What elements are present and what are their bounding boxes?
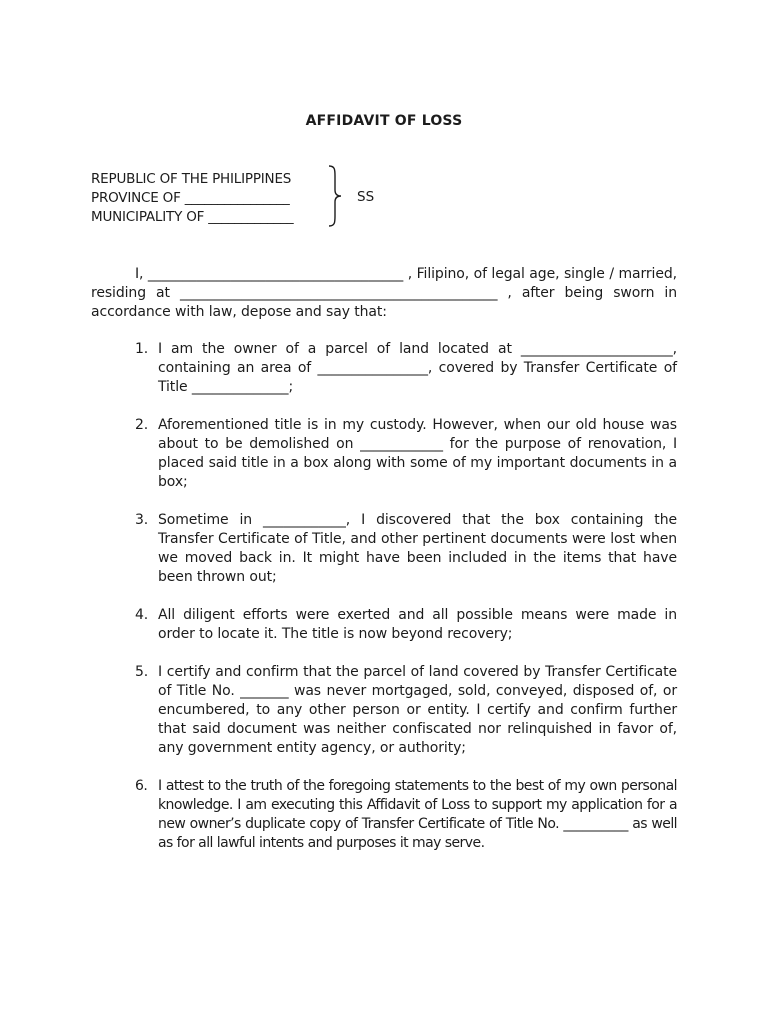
venue-republic: REPUBLIC OF THE PHILIPPINES: [91, 171, 292, 187]
statement-number: 3.: [135, 512, 149, 528]
venue-ss: SS: [357, 189, 375, 205]
document-title: AFFIDAVIT OF LOSS: [305, 113, 463, 129]
statement-item: [91, 416, 677, 492]
statement-number: 6.: [135, 778, 148, 794]
curly-brace-icon: [327, 164, 343, 228]
statement-item: [91, 777, 677, 853]
statement-number: 4.: [135, 607, 149, 623]
statement-item: [91, 511, 677, 587]
venue-province: PROVINCE OF ________________: [91, 190, 290, 206]
intro-paragraph: [91, 265, 677, 321]
statement-text: Aforementioned title is in my custody. However, when our old house was about to be demolished on ____________ for the purpose of renovation, I placed said title in a box along with some of my important documents in a box;: [158, 417, 677, 490]
statement-number: 5.: [135, 664, 149, 680]
statement-text: I attest to the truth of the foregoing statements to the best of my own personal knowledge. I am executing this Affidavit of Loss to support my application for a new owner’s duplicate copy of Transfer Certificate of Title No. __________ as well as for all lawful intents and purposes it may serve.: [158, 778, 677, 851]
statement-text: Sometime in ____________, I discovered that the box containing the Transfer Certificate of Title, and other pertinent documents were lost when we moved back in. It might have been included in the items that have been thrown out;: [158, 512, 677, 585]
venue-municipality: MUNICIPALITY OF _____________: [91, 209, 294, 225]
intro-text: I, _____________________________________ , Filipino, of legal age, single / married, residing at ______________________________________________ , after being sworn in accordance with law, depose and say that:: [91, 266, 677, 320]
statement-item: [91, 340, 677, 397]
statement-item: [91, 606, 677, 644]
statement-text: I am the owner of a parcel of land located at ______________________, containing an area of ________________, covered by Transfer Certificate of Title ______________;: [158, 341, 677, 395]
statement-text: All diligent efforts were exerted and all possible means were made in order to locate it. The title is now beyond recovery;: [158, 607, 677, 642]
statement-number: 1.: [135, 341, 149, 357]
statement-number: 2.: [135, 417, 149, 433]
statement-item: [91, 663, 677, 758]
statement-text: I certify and confirm that the parcel of land covered by Transfer Certificate of Title No. _______ was never mortgaged, sold, conveyed, disposed of, or encumbered, to any other person or entity. I certify and confirm further that said document was neither confiscated nor relinquished in favor of, any government entity agency, or authority;: [158, 664, 677, 756]
statement-list: [91, 340, 677, 872]
